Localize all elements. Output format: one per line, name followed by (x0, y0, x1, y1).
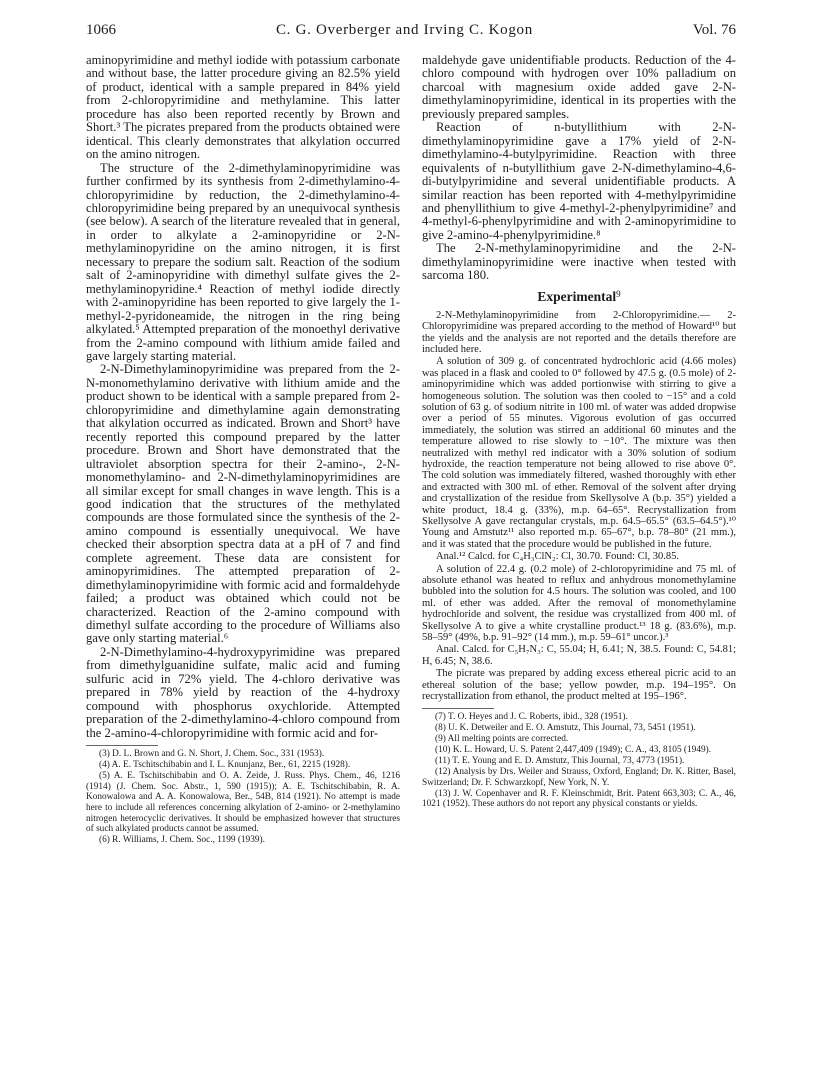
experimental-paragraph: A solution of 22.4 g. (0.2 mole) of 2-chloropyrimidine and 75 ml. of absolute ethanol was heated to reflux and anhydrous monomethylamine bubbled into the solution for 4.5 hours. The solution was cooled, and 100 ml. of ether was added. After the removal of monomethylamine hydrochloride and solvent, the residue was crystallized from 400 ml. of Skellysolve A to give a white crystalline product.¹³ 18 g. (83.6%), m.p. 58–59° (49%, b.p. 91–92° (14 mm.), m.p. 59–61° uncor.).³ (422, 563, 736, 644)
footnote-divider (422, 708, 494, 709)
running-head: C. G. Overberger and Irving C. Kogon (275, 22, 533, 38)
section-heading (422, 289, 736, 305)
footnote: (8) U. K. Detweiler and E. O. Amstutz, This Journal, 73, 5451 (1951). (435, 722, 696, 733)
footnote: (10) K. L. Howard, U. S. Patent 2,447,409 (1949); C. A., 43, 8105 (1949). (435, 744, 712, 755)
footnote: (4) A. E. Tschitschibabin and I. L. Knunjanz, Ber., 61, 2215 (1928). (99, 760, 351, 771)
heading-footnote-mark: 9 (616, 288, 621, 299)
volume-label: Vol. 76 (692, 22, 736, 38)
left-column (86, 54, 400, 846)
paragraph: 2-N-Dimethylamino-4-hydroxypyrimidine was prepared from dimethylguanidine sulfate, malic acid and fuming sulfuric acid in 72% yield. The 4-chloro derivative was prepared in 78% yield by reaction of the 4-hydroxy compound with phosphorus oxychloride. Attempted preparation of the 2-dimethylamino-4-chloro compound from the 2-amino-4-chloropyrimidine with formic acid and for- (86, 644, 400, 740)
paragraph: 2-N-Dimethylaminopyrimidine was prepared from the 2-N-monomethylamino derivative with lithium amide and the product shown to be identical with a sample prepared from 2-chloropyrimidine and dimethylamine again demonstrating that alkylation occurred as indicated. Brown and Short³ have recently reported this compound prepared by the latter procedure. Brown and Short have demonstrated that the ultraviolet absorption spectra for their 2-amino-, 2-N-monomethylamino- and 2-N-dimethylaminopyrimidines are all similar except for small changes in wave length. This is a good indication that the structures of the methylated compounds are those formulated since the synthesis of the 2-amino compound is essentially unequivocal. We have checked their absorption spectra data at a pH of 7 and find complete agreement. These data are consistent for aminopyrimidines. The attempted preparation of 2-dimethylaminopyrimidine with formic acid and formaldehyde failed; a product was obtained which could not be characterized. Reaction of the 2-amino compound with dimethyl sulfate according to the procedure of Williams also gave only starting material.⁶ (86, 362, 400, 646)
footnote: (13) J. W. Copenhaver and R. F. Kleinschmidt, Brit. Patent 663,303; C. A., 46, 1021 (1952). These authors do not report any physical constants or yields. (422, 788, 736, 810)
footnote-divider (86, 745, 158, 746)
analysis-paragraph: Anal.¹² Calcd. for C₄H₃ClN₂: Cl, 30.70. Found: Cl, 30.85. (436, 551, 680, 563)
right-footnotes (422, 712, 736, 810)
right-column (422, 54, 736, 810)
footnote: (9) All melting points are corrected. (435, 733, 569, 744)
footnote: (11) T. E. Young and E. D. Amstutz, This Journal, 73, 4773 (1951). (435, 755, 685, 766)
analysis-paragraph: Anal. Calcd. for C₅H₇N₃: C, 55.04; H, 6.41; N, 38.5. Found: C, 54.81; H, 6.45; N, 38.6. (422, 644, 736, 667)
left-body (86, 54, 400, 740)
paragraph: aminopyrimidine and methyl iodide with potassium carbonate and without base, the latter procedure giving an 82.5% yield of product, identical with a sample prepared in 84% yield from 2-chloropyrimidine and methylamine. This latter procedure has also been reported recently by Brown and Short.³ The picrates prepared from the products obtained were identical. This clearly demonstrates that alkylation occurred on the amino nitrogen. (86, 53, 400, 162)
experimental-paragraph: 2-N-Methylaminopyrimidine from 2-Chloropyrimidine.— 2-Chloropyrimidine was prepared according to the method of Howard¹⁰ but the yields and the analysis are not reported and the details therefore are included here. (422, 309, 736, 355)
page-header (86, 22, 736, 42)
footnote: (12) Analysis by Drs. Weiler and Strauss, Oxford, England; Dr. K. Ritter, Basel, Switzerland; Dr. F. Schwarzkopf, New York, N. Y. (422, 766, 736, 788)
footnote: (3) D. L. Brown and G. N. Short, J. Chem. Soc., 331 (1953). (99, 749, 325, 760)
paragraph: The structure of the 2-dimethylaminopyrimidine was further confirmed by its synthesis from 2-dimethylamino-4-chloropyrimidine by reduction, the 2-dimethylamino-4-chloropyrimidine being prepared by an unequivocal synthesis (see below). A search of the literature revealed that in general, in order to alkylate a 2-aminopyridine or 2-N-methylaminopyridine on the amino nitrogen, it is first necessary to prepare the sodium salt. Reaction of the sodium salt of 2-aminopyridine with dimethyl sulfate gives the 2-methylaminopyridine.⁴ Reaction of methyl iodide directly with 2-aminopyridine has been reported to give largely the 1-methyl-2-pyridoneamide, the nitrogen in the ring being alkylated.⁵ Attempted preparation of the monoethyl derivative from the 2-amino compound with lithium amide failed and gave largely starting material. (86, 160, 400, 363)
left-footnotes (86, 749, 400, 846)
experimental-section (422, 310, 736, 703)
footnote: (7) T. O. Heyes and J. C. Roberts, ibid., 328 (1951). (435, 711, 628, 722)
right-body (422, 54, 736, 283)
paragraph: The 2-N-methylaminopyrimidine and the 2-N-dimethylaminopyrimidine were inactive when tested with sarcoma 180. (422, 241, 736, 283)
footnote: (5) A. E. Tschitschibabin and O. A. Zeide, J. Russ. Phys. Chem., 46, 1216 (1914) (J. Chem. Soc. Abstr., 1, 590 (1915)); A. E. Tschitschibabin, R. A. Konowalowa and A. A. Konowalowa, Ber., 54B, 814 (1921). No attempt is made here to include all references concerning alkylation of 2-amino- or 2-methylamino nitrogen heterocyclic derivatives. It should be emphasized however that structures of such alkylated products cannot be assumed. (86, 771, 400, 835)
experimental-paragraph: A solution of 309 g. of concentrated hydrochloric acid (4.66 moles) was placed in a flask and cooled to 0° followed by 47.5 g. (0.5 mole) of 2-aminopyrimidine which was added portionwise with stirring to give a homogeneous solution. The solution was then cooled to −15° and a cold solution of 63 g. of sodium nitrite in 100 ml. of water was added dropwise over a period of 55 minutes. Vigorous evolution of gas occurred immediately, the solution was stirred an additional 60 minutes and the temperature allowed to rise slowly to −10°. The mixture was then neutralized with methyl red indicator with a 30% solution of sodium hydroxide, the reaction temperature not being allowed to rise above 0°. The cold solution was immediately filtered, washed thoroughly with ether and extracted with 300 ml. of ether. Removal of the solvent after drying and crystallization of the residue from Skellysolve A (b.p. 35°) yielded a white product, 18.4 g. (33%), m.p. 64–65°. Recrystallization from Skellysolve A gave rectangular crystals, m.p. 64.5–65.5° (63.5–64.5°).¹⁰ Young and Amstutz¹¹ also reported m.p. 65–67°, b.p. 78–80° (21 mm.), and it was stated that the procedure would be published in the future. (422, 356, 736, 550)
experimental-paragraph: The picrate was prepared by adding excess ethereal picric acid to an ethereal solution of the base; yellow powder, m.p. 194–195°. On recrystallization from ethanol, the product melted at 195–196°. (422, 668, 736, 703)
experimental-heading: Experimental (537, 288, 617, 304)
footnote: (6) R. Williams, J. Chem. Soc., 1199 (1939). (99, 835, 265, 846)
page-number: 1066 (86, 22, 116, 38)
paragraph: maldehyde gave unidentifiable products. Reduction of the 4-chloro compound with hydrogen over 10% palladium on charcoal with magnesium oxide added gave 2-N-dimethylaminopyrimidine, identical in its properties with the previously prepared samples. (422, 53, 736, 121)
paragraph: Reaction of n-butyllithium with 2-N-dimethylaminopyrimidine gave a 17% yield of 2-N-dimethylamino-4-butylpyrimidine. Reaction with three equivalents of n-butyllithium gave 2-N-dimethylamino-4,6-di-butylpyrimidine and several unidentifiable products. A similar reaction has been reported with 4-methylpyrimidine and phenyllithium to give 4-methyl-2-phenylpyrimidine⁷ and 4-methyl-6-phenylpyrimidine and with 2-aminopyrimidine to give 2-amino-4-phenylpyrimidine.⁸ (422, 120, 736, 242)
